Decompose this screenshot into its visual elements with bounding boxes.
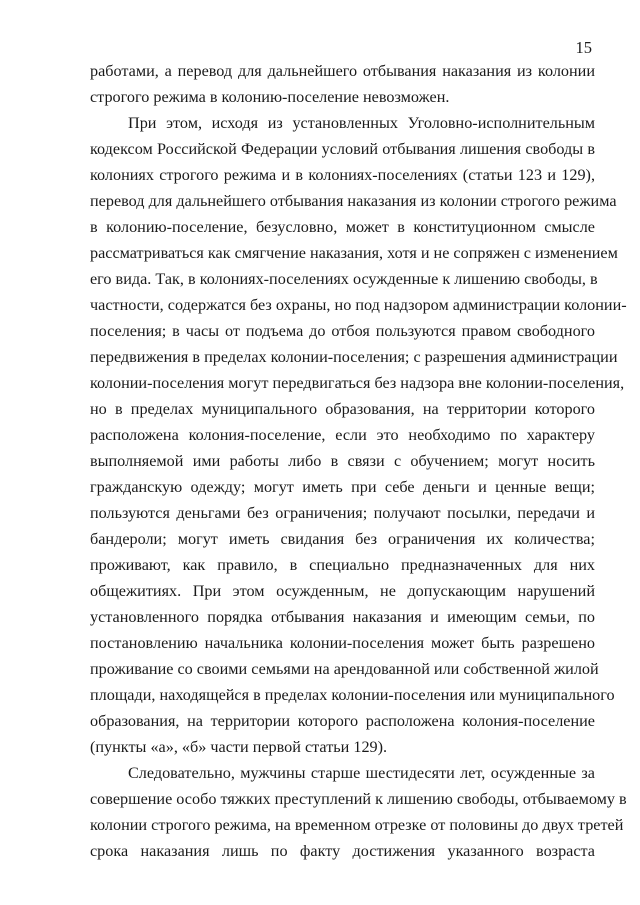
text-line: образования, на территории которого расположена колония-поселение	[90, 712, 595, 730]
text-line: рассматриваться как смягчение наказания, хотя и не сопряжен с изменением	[90, 244, 618, 262]
text-line: колониях строгого режима и в колониях-поселениях (статьи 123 и 129),	[90, 166, 595, 184]
text-line: срока наказания лишь по факту достижения указанного возраста	[90, 842, 595, 860]
text-line: постановлению начальника колонии-поселения может быть разрешено	[90, 634, 595, 652]
text-line: колонии строгого режима, на временном отрезке от половины до двух третей	[90, 816, 624, 834]
text-line: передвижения в пределах колонии-поселения; с разрешения администрации	[90, 348, 618, 366]
text-line: гражданскую одежду; могут иметь при себе деньги и ценные вещи;	[90, 478, 595, 496]
text-line: выполняемой ими работы либо в связи с обучением; могут носить	[90, 452, 595, 470]
document-body	[90, 58, 627, 864]
text-line: площади, находящейся в пределах колонии-поселения или муниципального	[90, 686, 615, 704]
text-line: но в пределах муниципального образования, на территории которого	[90, 400, 595, 418]
text-line: его вида. Так, в колониях-поселениях осужденные к лишению свободы, в	[90, 270, 598, 288]
page-number: 15	[575, 38, 592, 57]
text-line: расположена колония-поселение, если это необходимо по характеру	[90, 426, 595, 444]
text-line: в колонию-поселение, безусловно, может в конституционном смысле	[90, 218, 595, 236]
text-line: Следовательно, мужчины старше шестидесяти лет, осужденные за	[128, 764, 595, 782]
text-line: пользуются деньгами без ограничения; получают посылки, передачи и	[90, 504, 595, 522]
text-line: (пункты «а», «б» части первой статьи 129).	[90, 738, 388, 756]
text-line: работами, а перевод для дальнейшего отбывания наказания из колонии	[90, 62, 595, 80]
text-line: перевод для дальнейшего отбывания наказания из колонии строгого режима	[90, 192, 617, 210]
text-line: установленного порядка отбывания наказания и имеющим семьи, по	[90, 608, 595, 626]
text-line: колонии-поселения могут передвигаться без надзора вне колонии-поселения,	[90, 374, 625, 392]
text-line: общежитиях. При этом осужденным, не допускающим нарушений	[90, 582, 595, 600]
text-line: проживание со своими семьями на арендованной или собственной жилой	[90, 660, 599, 678]
text-line: кодексом Российской Федерации условий отбывания лишения свободы в	[90, 140, 595, 158]
text-line: строгого режима в колонию-поселение невозможен.	[90, 88, 450, 106]
text-line: бандероли; могут иметь свидания без ограничения их количества;	[90, 530, 595, 548]
text-line: поселения; в часы от подъема до отбоя пользуются правом свободного	[90, 322, 595, 340]
text-line: При этом, исходя из установленных Уголовно-исполнительным	[128, 114, 595, 132]
text-line: совершение особо тяжких преступлений к лишению свободы, отбываемому в	[90, 790, 627, 808]
text-line: проживают, как правило, в специально предназначенных для них	[90, 556, 595, 574]
text-line: частности, содержатся без охраны, но под надзором администрации колонии-	[90, 296, 627, 314]
